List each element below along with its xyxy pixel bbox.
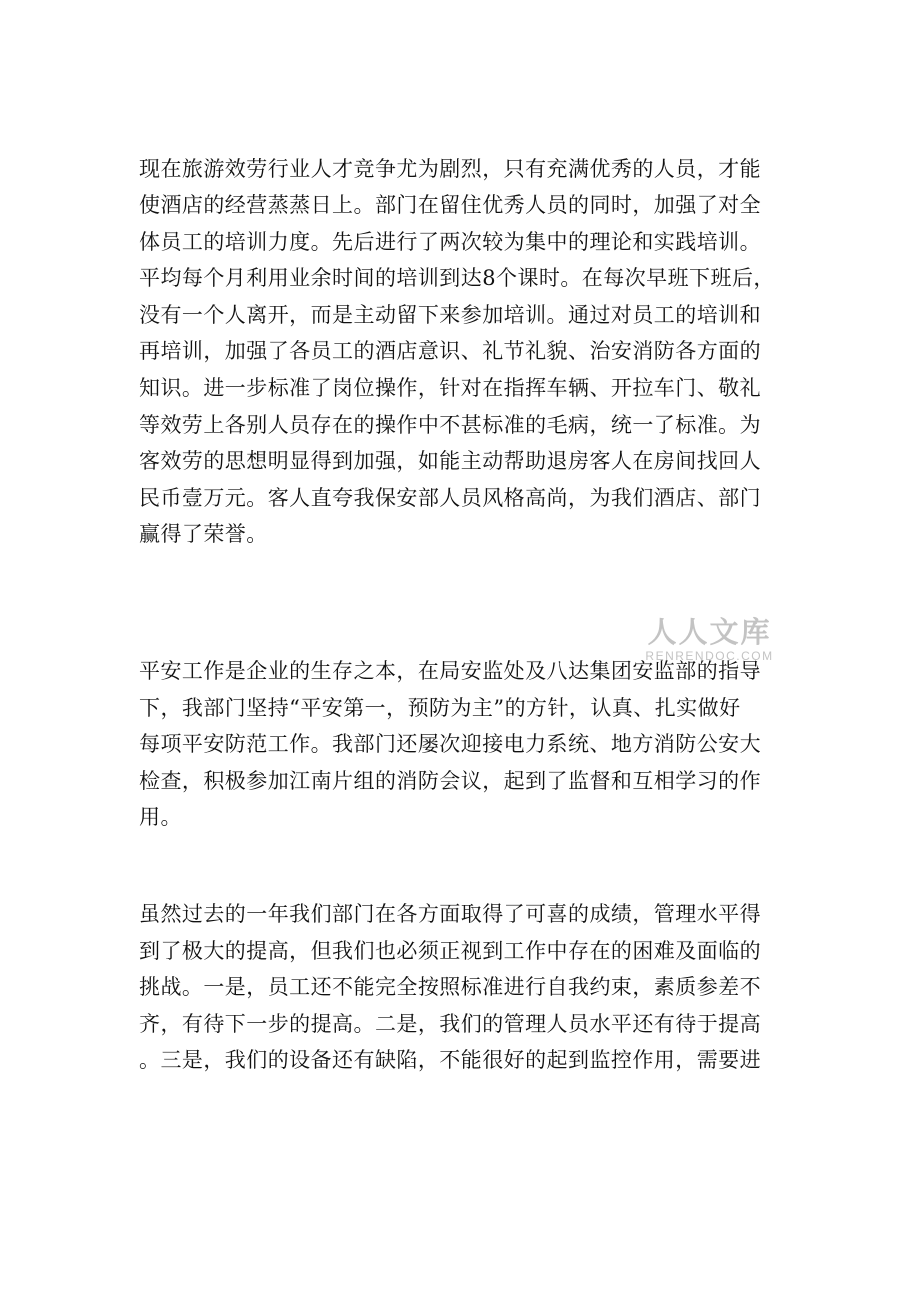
paragraph-3-line-3: 挑战。一是，员工还不能完全按照标准进行自我约束，素质参差不 (139, 975, 762, 999)
paragraph-2-line-5: 用。 (139, 805, 182, 829)
watermark-subtitle: RENRENDOC.COM (645, 649, 774, 663)
paragraph-1-line-7: 知识。进一步标准了岗位操作，针对在指挥车辆、开拉车门、敬礼 (139, 376, 762, 400)
paragraph-1-line-1: 现在旅游效劳行业人才竞争尤为剧烈，只有充满优秀的人员，才能 (139, 157, 762, 181)
paragraph-1-line-9: 客效劳的思想明显得到加强，如能主动帮助退房客人在房间找回人 (139, 449, 762, 473)
watermark (642, 615, 777, 663)
paragraph-3-line-5: 。三是，我们的设备还有缺陷，不能很好的起到监控作用，需要进 (139, 1048, 762, 1072)
paragraph-3-line-1: 虽然过去的一年我们部门在各方面取得了可喜的成绩，管理水平得 (139, 902, 762, 926)
paragraph-1-line-4: 平均每个月利用业余时间的培训到达8个课时。在每次早班下班后， (139, 266, 775, 290)
paragraph-1-line-6: 再培训，加强了各员工的酒店意识、礼节礼貌、治安消防各方面的 (139, 339, 762, 363)
paragraph-3-line-2: 到了极大的提高，但我们也必须正视到工作中存在的困难及面临的 (139, 939, 762, 963)
paragraph-2-line-1: 平安工作是企业的生存之本，在局安监处及八达集团安监部的指导 (139, 659, 762, 683)
paragraph-1-line-8: 等效劳上各别人员存在的操作中不甚标准的毛病，统一了标准。为 (139, 413, 762, 437)
paragraph-3-line-4: 齐，有待下一步的提高。二是，我们的管理人员水平还有待于提高 (139, 1012, 762, 1036)
paragraph-1-line-11: 赢得了荣誉。 (139, 522, 268, 546)
paragraph-1-line-3: 体员工的培训力度。先后进行了两次较为集中的理论和实践培训。 (139, 230, 762, 254)
paragraph-2-line-4: 检查，积极参加江南片组的消防会议，起到了监督和互相学习的作 (139, 769, 762, 793)
paragraph-1-line-2: 使酒店的经营蒸蒸日上。部门在留住优秀人员的同时，加强了对全 (139, 193, 762, 217)
watermark-title: 人人文库 (647, 615, 772, 649)
paragraph-1-line-5: 没有一个人离开，而是主动留下来参加培训。通过对员工的培训和 (139, 303, 762, 327)
paragraph-2-line-3: 每项平安防范工作。我部门还屡次迎接电力系统、地方消防公安大 (139, 732, 762, 756)
paragraph-2-line-2: 下，我部门坚持“平安第一，预防为主”的方针，认真、扎实做好 (139, 696, 741, 720)
paragraph-1-line-10: 民币壹万元。客人直夸我保安部人员风格高尚，为我们酒店、部门 (139, 486, 762, 510)
